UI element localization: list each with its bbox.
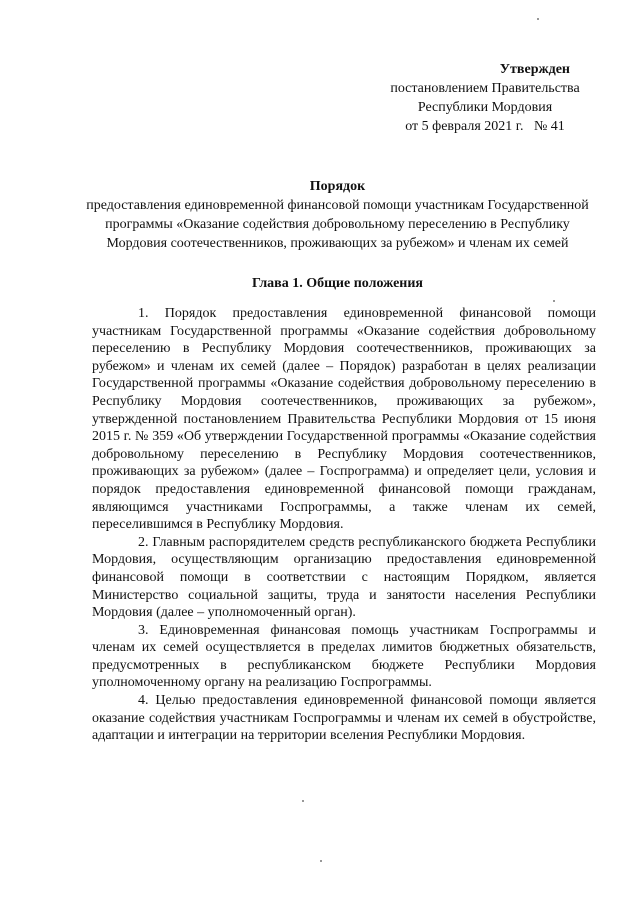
paragraph-1: 1. Порядок предоставления единовременной финансовой помощи участникам Государственной программы «Оказание содействия добровольному переселению в Республику Мордовия соотечественников, проживающих за рубежом» и членам их семей (далее – Порядок) разработан в целях реализации Государственной программы «Оказание содействия добровольному переселению в Республику Мордовия соотечественников, проживающих за рубежом», утвержденной постановлением Правительства Республики Мордовия от 15 июня 2015 г. № 359 «Об утверждении Государственной программы «Оказание содействия добровольному переселению в Республику Мордовия соотечественников, проживающих за рубежом» (далее – Госпрограмма) и определяет цели, условия и порядок предоставления единовременной финансовой помощи гражданам, являющимся участниками Госпрограммы, а также членам их семей, переселившимся в Республику Мордовия.: [92, 306, 596, 533]
chapter-title: Глава 1. Общие положения: [251, 276, 423, 291]
document-body: [92, 305, 596, 745]
approval-line-3: от 5 февраля 2021 г. № 41: [405, 119, 565, 134]
approval-heading: Утвержден: [499, 62, 570, 77]
paragraph-4: 4. Целью предоставления единовременной финансовой помощи является оказание содействия участникам Госпрограммы и членам их семей в обустройстве, адаптации и интеграции на территории вселения Республики Мордовия.: [92, 693, 596, 744]
title-subtitle: предоставления единовременной финансовой помощи участникам Государственной программы «Оказание содействия добровольному переселению в Республику Мордовия соотечественников, проживающих за рубежом» и членам их семей: [86, 198, 589, 251]
scan-speck: [320, 860, 322, 862]
approval-line-1: постановлением Правительства: [390, 81, 580, 96]
scan-speck: [302, 800, 304, 802]
approval-stamp: [370, 60, 600, 136]
document-title: [80, 177, 595, 253]
scan-speck: [553, 300, 555, 302]
scan-speck: [537, 18, 539, 20]
title-heading: Порядок: [309, 179, 366, 194]
paragraph-3: 3. Единовременная финансовая помощь участникам Госпрограммы и членам их семей осуществляется в пределах лимитов бюджетных обязательств, предусмотренных в республиканском бюджете Республики Мордовия уполномоченному органу на реализацию Госпрограммы.: [92, 622, 596, 691]
paragraph-2: 2. Главным распорядителем средств республиканского бюджета Республики Мордовия, осуществляющим организацию предоставления единовременной финансовой помощи в соответствии с настоящим Порядком, является Министерство социальной защиты, труда и занятости населения Республики Мордовия (далее – уполномоченный орган).: [92, 534, 596, 621]
approval-line-2: Республики Мордовия: [417, 100, 553, 115]
